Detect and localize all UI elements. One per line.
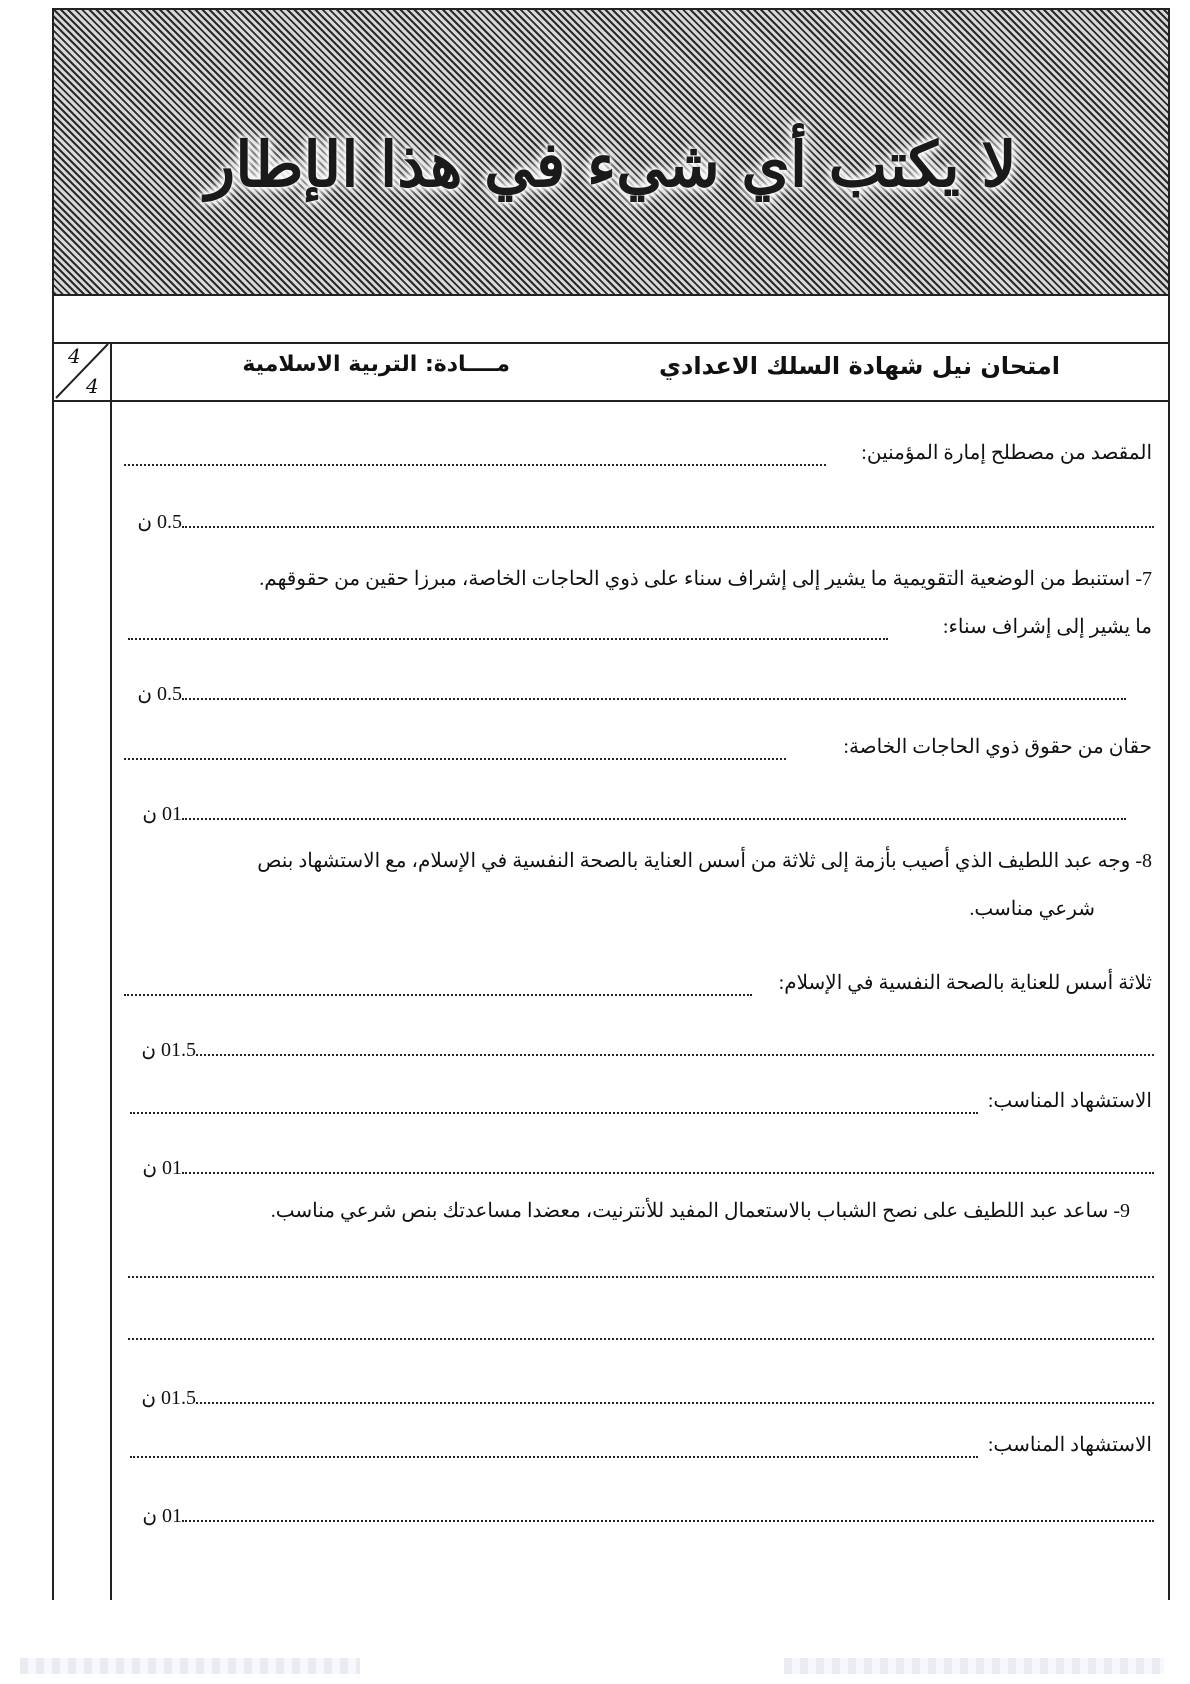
prompt-amir-definition: المقصد من مصطلح إمارة المؤمنين: [861,442,1152,464]
answer-line[interactable] [182,818,1126,820]
score-label: 01.5 ن [141,1387,196,1409]
answer-line[interactable] [128,638,888,640]
answer-line[interactable] [182,1520,1154,1522]
answer-line[interactable] [124,464,826,466]
answer-line[interactable] [124,758,786,760]
prompt-special-needs-rights: حقان من حقوق ذوي الحاجات الخاصة: [843,736,1152,758]
score-label: 01 ن [142,803,182,825]
page-total: 4 [86,374,99,398]
margin-column-rule [110,342,112,1600]
do-not-write-banner [54,10,1168,296]
score-label: 01 ن [142,1157,182,1179]
answer-line[interactable] [182,1172,1154,1174]
answer-line[interactable] [124,994,752,996]
answer-line[interactable] [130,1456,978,1458]
banner-text: لا يكتب أي شيء في هذا الإطار [205,128,1017,201]
frame-right-border [1168,8,1170,1600]
answer-line[interactable] [128,1276,1154,1278]
prompt-mental-health-foundations: ثلاثة أسس للعناية بالصحة النفسية في الإسلام: [778,972,1152,994]
question-8-continued: شرعي مناسب. [969,898,1095,920]
answer-line[interactable] [182,526,1154,528]
answer-line[interactable] [128,1338,1154,1340]
scan-artifact [20,1658,360,1674]
score-label: 0.5 ن [137,511,182,533]
answer-line[interactable] [182,698,1126,700]
exam-title: امتحان نيل شهادة السلك الاعدادي [659,352,1060,380]
subject-label: مــــادة: التربية الاسلامية [242,352,510,377]
header-top-rule [54,342,1168,344]
scan-artifact [784,1658,1164,1674]
answer-line[interactable] [196,1054,1154,1056]
score-label: 0.5 ن [137,683,182,705]
page-divider-slash [54,342,110,400]
question-9: 9- ساعد عبد اللطيف على نصح الشباب بالاستعمال المفيد للأنترنيت، معضدا مساعدتك بنص شرعي مناسب. [270,1200,1130,1222]
answer-line[interactable] [196,1402,1154,1404]
score-label: 01.5 ن [141,1039,196,1061]
page-current: 4 [68,344,81,368]
header-bottom-rule [54,400,1168,402]
prompt-citation-2: الاستشهاد المناسب: [987,1434,1152,1456]
question-7: 7- استنبط من الوضعية التقويمية ما يشير إلى إشراف سناء على ذوي الحاجات الخاصة، مبرزا حقين من حقوقهم. [259,568,1152,590]
score-label: 01 ن [142,1505,182,1527]
prompt-citation: الاستشهاد المناسب: [987,1090,1152,1112]
page-number-cell [54,342,110,400]
question-8: 8- وجه عبد اللطيف الذي أصيب بأزمة إلى ثلاثة من أسس العناية بالصحة النفسية في الإسلام، مع الاستشهاد بنص [257,850,1152,872]
prompt-sanaa-supervision: ما يشير إلى إشراف سناء: [942,616,1152,638]
answer-line[interactable] [130,1112,978,1114]
